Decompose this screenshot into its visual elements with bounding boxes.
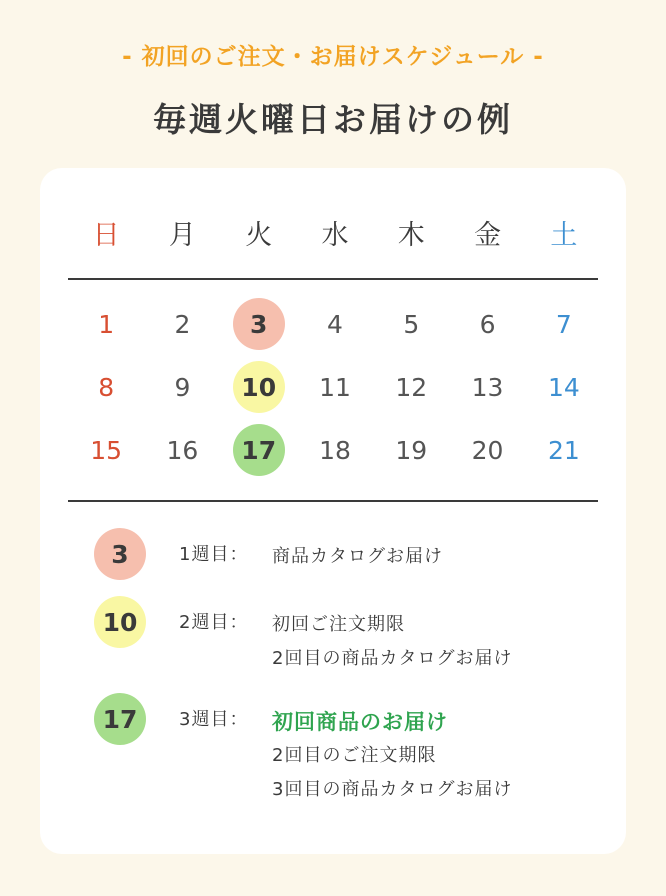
calendar-day: 7 [555,309,572,339]
calendar-week-3 [68,424,602,476]
legend-line: 2回目の商品カタログお届け [272,648,513,669]
calendar-day: 1 [98,309,115,339]
legend-line: 3回目の商品カタログお届け [272,779,513,800]
weekday-fri: 金 [474,220,502,251]
legend-lines [272,540,572,574]
calendar-day: 4 [327,309,343,339]
weekday-sun: 日 [92,220,120,251]
legend-week-label: 3週目： [179,709,249,730]
weekday-header [68,218,602,254]
weekday-sat: 土 [550,220,578,251]
page-title: 毎週火曜日お届けの例 [153,100,513,139]
calendar-day: 2 [174,309,191,339]
weekday-tue: 火 [245,220,273,251]
legend-line: 2回目のご注文期限 [272,745,437,766]
calendar-day: 21 [547,435,580,465]
calendar-day: 6 [479,309,496,339]
calendar-day: 16 [166,435,199,465]
weekday-mon: 月 [168,220,196,251]
schedule-subtitle: - 初回のご注文・お届けスケジュール - [122,44,544,70]
legend-badge: 10 [94,596,146,648]
calendar-week-1 [68,298,602,350]
legend-line: 初回ご注文期限 [272,614,405,635]
divider-bottom [68,500,598,502]
calendar-week-2 [68,361,602,413]
calendar-day: 20 [471,435,504,465]
legend-badge: 17 [94,693,146,745]
legend-lines [272,608,572,676]
calendar-day: 9 [174,372,191,402]
legend-line: 商品カタログお届け [272,546,443,567]
calendar-day: 8 [98,372,115,402]
calendar-day: 19 [395,435,428,465]
calendar-day-highlight-yellow: 10 [221,361,297,413]
divider-top [68,278,598,280]
calendar-day: 5 [403,309,420,339]
legend-week-label: 2週目： [179,612,249,633]
calendar-day-highlight-pink: 3 [221,298,297,350]
calendar-card [40,168,626,854]
calendar-day: 12 [395,372,428,402]
legend-lines [272,705,572,807]
legend-line-accent: 初回商品のお届け [272,710,448,734]
calendar-day: 14 [547,372,580,402]
calendar-day: 18 [319,435,351,465]
calendar-day: 15 [90,435,123,465]
calendar-day: 11 [319,372,351,402]
weekday-thu: 木 [397,220,425,251]
calendar-day: 13 [471,372,504,402]
legend-badge: 3 [94,528,146,580]
legend-week-label: 1週目： [179,544,249,565]
weekday-wed: 水 [321,220,349,251]
calendar-day-highlight-green: 17 [221,424,297,476]
